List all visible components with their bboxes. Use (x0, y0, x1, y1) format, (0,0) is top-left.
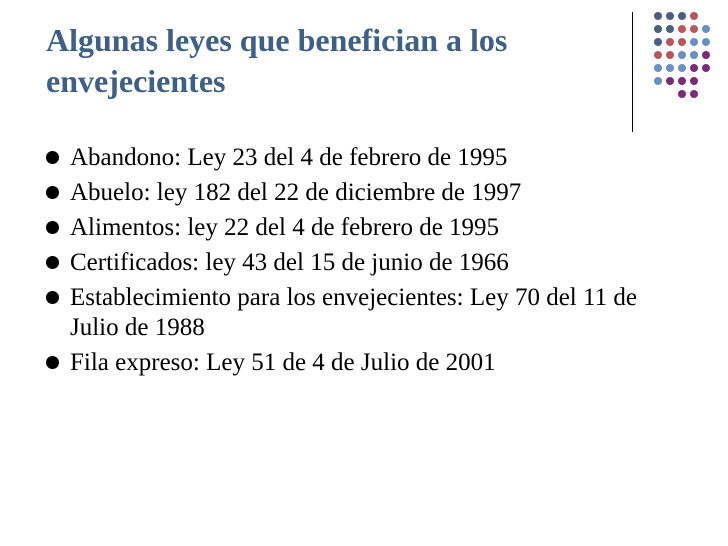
bullet-text: Certificados: ley 43 del 15 de junio de 1966 (70, 249, 509, 276)
decorative-dot-grid (638, 10, 718, 120)
bullet-dot-icon (46, 151, 59, 164)
bullet-text: Abuelo: ley 182 del 22 de diciembre de 1997 (70, 179, 522, 206)
bullet-text: Establecimiento para los envejecientes: Ley 70 del 11 de Julio de 1988 (70, 284, 637, 341)
bullet-item (46, 248, 666, 278)
bullet-item (46, 178, 666, 208)
bullet-dot-icon (46, 256, 59, 269)
decorative-divider (632, 12, 633, 132)
bullet-text: Abandono: Ley 23 del 4 de febrero de 1995 (70, 144, 508, 171)
bullet-item (46, 213, 666, 243)
bullet-dot-icon (46, 291, 59, 304)
bullet-item (46, 283, 666, 343)
bullet-dot-icon (46, 186, 59, 199)
bullet-dot-icon (46, 356, 59, 369)
bullet-item (46, 143, 666, 173)
bullet-dot-icon (46, 221, 59, 234)
bullet-list (46, 143, 666, 383)
slide-title: Algunas leyes que benefician a los envejecientes (46, 22, 508, 99)
bullet-item (46, 348, 666, 378)
bullet-text: Alimentos: ley 22 del 4 de febrero de 1995 (70, 214, 500, 241)
bullet-text: Fila expreso: Ley 51 de 4 de Julio de 2001 (70, 349, 496, 376)
